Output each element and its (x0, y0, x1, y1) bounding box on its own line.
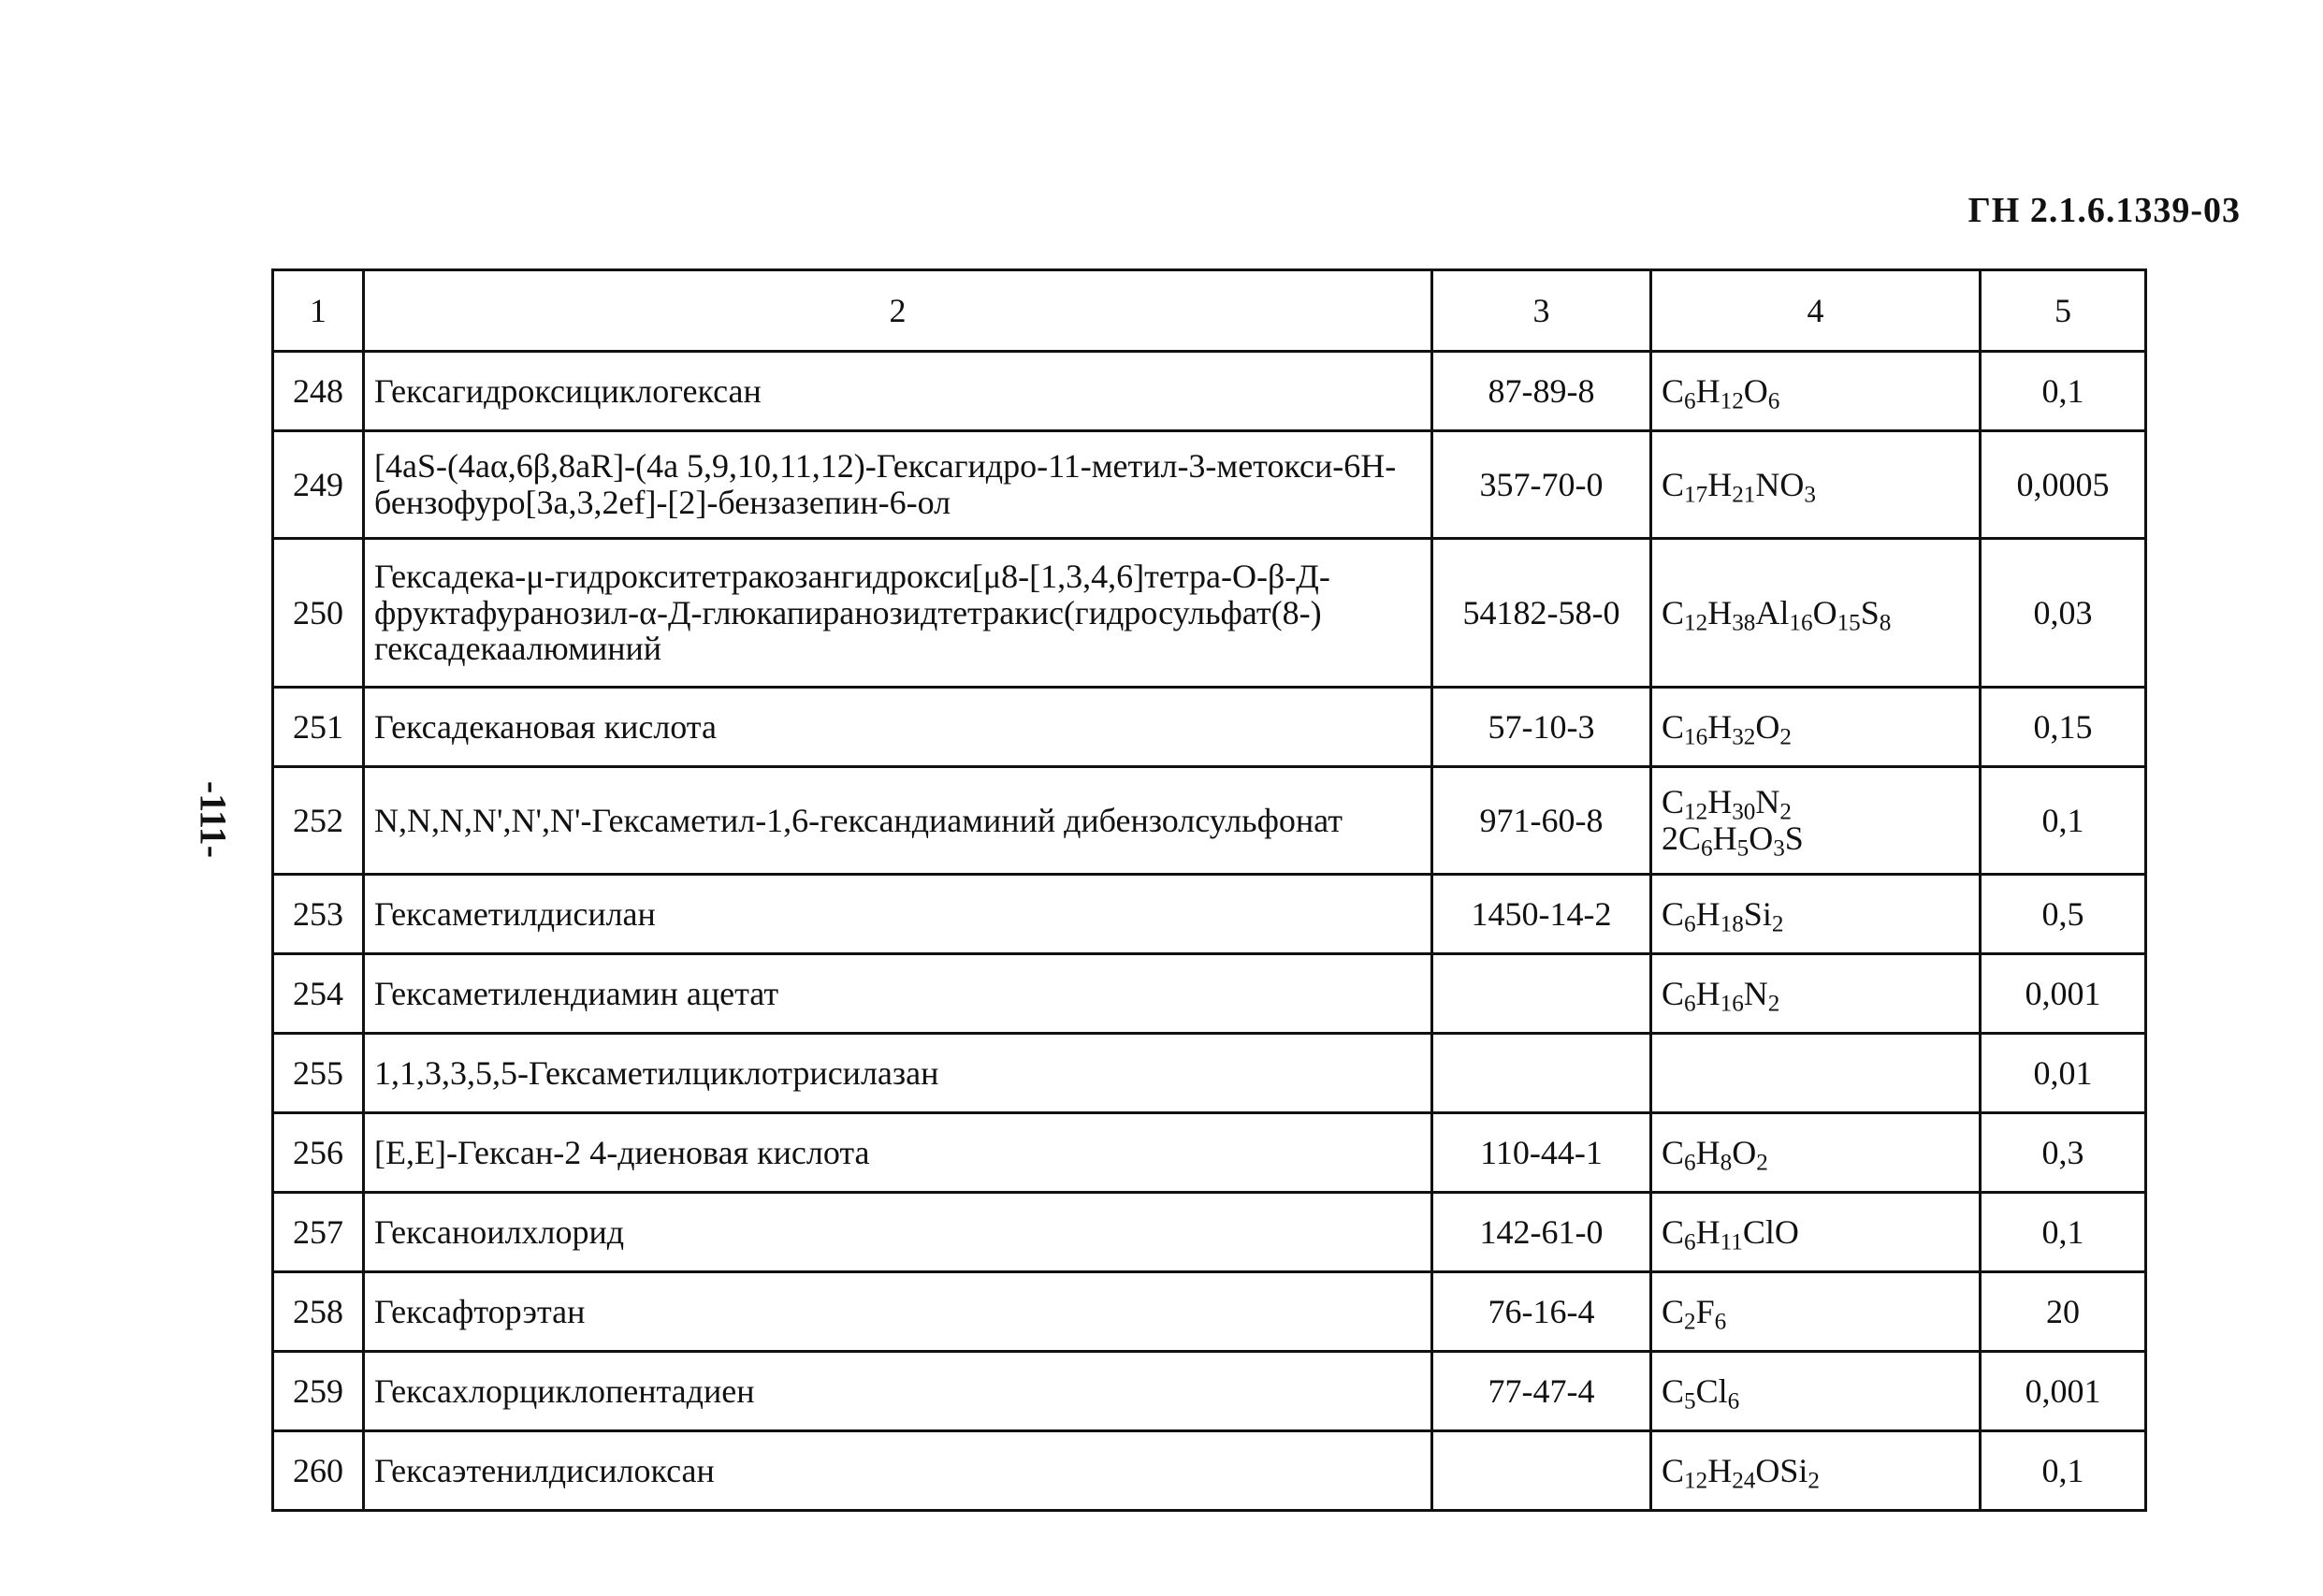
table-body (273, 352, 2146, 1511)
substance-name-cell: Гексаэтенилдисилоксан (364, 1431, 1432, 1511)
table-row (273, 1113, 2146, 1193)
formula-cell: $C_6H_{18}Si_2$ (1651, 875, 1981, 954)
table-header-row (273, 270, 2146, 352)
column-header-1: 1 (273, 270, 364, 352)
substance-name-cell: Гексаметилдисилан (364, 875, 1432, 954)
formula-cell: $C_6H_{11}ClO$ (1651, 1193, 1981, 1272)
formula-cell: $C_{17}H_{21}NO_3$ (1651, 431, 1981, 539)
column-header-3: 3 (1432, 270, 1651, 352)
cas-number-cell: 971-60-8 (1432, 767, 1651, 875)
table-row (273, 688, 2146, 767)
cas-number-cell: 357-70-0 (1432, 431, 1651, 539)
limit-value-cell: 0,03 (1981, 539, 2146, 688)
formula-cell: $C_{12}H_{30}N_2$ $2C_6H_5O_3S$ (1651, 767, 1981, 875)
formula-cell: $C_{16}H_{32}O_2$ (1651, 688, 1981, 767)
substance-table (271, 268, 2147, 1512)
limit-value-cell: 0,1 (1981, 1193, 2146, 1272)
substance-name-cell: Гексафторэтан (364, 1272, 1432, 1352)
limit-value-cell: 0,1 (1981, 767, 2146, 875)
table-row (273, 1431, 2146, 1511)
formula-cell: $C_{12}H_{38}Al_{16}O_{15}S_8$ (1651, 539, 1981, 688)
row-number-cell: 257 (273, 1193, 364, 1272)
substance-name-cell: Гексадека-μ-гидрокситетракозангидрокси[μ8-[1,3,4,6]тетра-О-β-Д-фруктафуранозил-α-Д-глюкапиранозидтетракис(гидросульфат(8-) гексадекаалюминий (364, 539, 1432, 688)
formula-cell: $C_2F_6$ (1651, 1272, 1981, 1352)
cas-number-cell (1432, 954, 1651, 1034)
table-row (273, 431, 2146, 539)
row-number-cell: 250 (273, 539, 364, 688)
cas-number-cell: 76-16-4 (1432, 1272, 1651, 1352)
column-header-2: 2 (364, 270, 1432, 352)
row-number-cell: 253 (273, 875, 364, 954)
substance-name-cell: Гексаноилхлорид (364, 1193, 1432, 1272)
limit-value-cell: 0,001 (1981, 954, 2146, 1034)
cas-number-cell: 87-89-8 (1432, 352, 1651, 431)
table-row (273, 1272, 2146, 1352)
table-row (273, 875, 2146, 954)
limit-value-cell: 0,5 (1981, 875, 2146, 954)
table-row (273, 1034, 2146, 1113)
limit-value-cell: 0,01 (1981, 1034, 2146, 1113)
limit-value-cell: 0,3 (1981, 1113, 2146, 1193)
table-row (273, 1352, 2146, 1431)
cas-number-cell: 110-44-1 (1432, 1113, 1651, 1193)
formula-cell: $C_5Cl_6$ (1651, 1352, 1981, 1431)
substance-name-cell: 1,1,3,3,5,5-Гексаметилциклотрисилазан (364, 1034, 1432, 1113)
column-header-5: 5 (1981, 270, 2146, 352)
substance-name-cell: [4aS-(4aα,6β,8aR]-(4a 5,9,10,11,12)-Гексагидро-11-метил-3-метокси-6Н-бензофуро[3а,3,2ef]-[2]-бензазепин-6-ол (364, 431, 1432, 539)
cas-number-cell (1432, 1034, 1651, 1113)
table-row (273, 539, 2146, 688)
substance-name-cell: Гексагидроксициклогексан (364, 352, 1432, 431)
cas-number-cell: 57-10-3 (1432, 688, 1651, 767)
limit-value-cell: 0,1 (1981, 352, 2146, 431)
substance-name-cell: [E,E]-Гексан-2 4-диеновая кислота (364, 1113, 1432, 1193)
table-row (273, 352, 2146, 431)
cas-number-cell: 1450-14-2 (1432, 875, 1651, 954)
page-number: -111- (192, 780, 235, 859)
substance-name-cell: Гексаметилендиамин ацетат (364, 954, 1432, 1034)
limit-value-cell: 20 (1981, 1272, 2146, 1352)
table-row (273, 767, 2146, 875)
formula-cell: $C_6H_8O_2$ (1651, 1113, 1981, 1193)
cas-number-cell (1432, 1431, 1651, 1511)
column-header-4: 4 (1651, 270, 1981, 352)
row-number-cell: 256 (273, 1113, 364, 1193)
row-number-cell: 252 (273, 767, 364, 875)
limit-value-cell: 0,001 (1981, 1352, 2146, 1431)
row-number-cell: 254 (273, 954, 364, 1034)
row-number-cell: 255 (273, 1034, 364, 1113)
formula-cell (1651, 1034, 1981, 1113)
table-row (273, 1193, 2146, 1272)
document-code: ГН 2.1.6.1339-03 (1967, 191, 2241, 230)
cas-number-cell: 77-47-4 (1432, 1352, 1651, 1431)
substance-name-cell: Гексадекановая кислота (364, 688, 1432, 767)
row-number-cell: 259 (273, 1352, 364, 1431)
row-number-cell: 248 (273, 352, 364, 431)
row-number-cell: 258 (273, 1272, 364, 1352)
substance-name-cell: Гексахлорциклопентадиен (364, 1352, 1432, 1431)
limit-value-cell: 0,15 (1981, 688, 2146, 767)
row-number-cell: 251 (273, 688, 364, 767)
cas-number-cell: 142-61-0 (1432, 1193, 1651, 1272)
formula-cell: $C_{12}H_{24}OSi_2$ (1651, 1431, 1981, 1511)
table-row (273, 954, 2146, 1034)
formula-cell: $C_6H_{16}N_2$ (1651, 954, 1981, 1034)
cas-number-cell: 54182-58-0 (1432, 539, 1651, 688)
formula-cell: $C_6H_{12}O_6$ (1651, 352, 1981, 431)
substance-name-cell: N,N,N,N',N',N'-Гексаметил-1,6-гександиаминий дибензолсульфонат (364, 767, 1432, 875)
row-number-cell: 249 (273, 431, 364, 539)
limit-value-cell: 0,0005 (1981, 431, 2146, 539)
row-number-cell: 260 (273, 1431, 364, 1511)
limit-value-cell: 0,1 (1981, 1431, 2146, 1511)
